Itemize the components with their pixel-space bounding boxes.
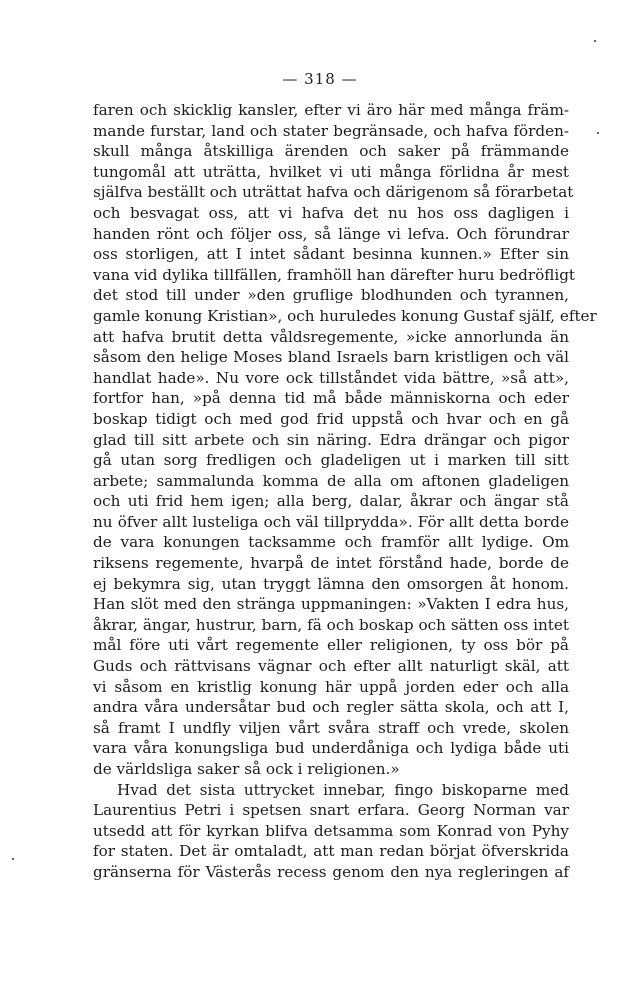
text-line: mande furstar, land och stater begränsade, och hafva förden- [93, 121, 569, 140]
text-line: själfva beställt och uträttat hafva och därigenom så förarbetat [93, 183, 574, 202]
text-line: att hafva brutit detta våldsregemente, »icke annorlunda än [93, 327, 569, 346]
text-line: såsom den helige Moses bland Israels barn kristligen och väl [93, 348, 569, 367]
text-line: ej bekymra sig, utan tryggt lämna den omsorgen åt honom. [93, 574, 569, 593]
text-line: de vara konungen tacksamme och framför allt lydige. Om [93, 533, 569, 552]
scan-speck [12, 858, 14, 860]
text-line: faren och skicklig kansler, efter vi äro här med många främ- [93, 101, 569, 119]
text-line: nu öfver allt lusteliga och väl tillprydda». För allt detta borde [93, 512, 569, 531]
paragraph-first-line: Hvad det sista uttrycket innebar, fingo biskoparne med [117, 780, 569, 799]
text-line: tungomål att uträtta, hvilket vi uti många förlidna år mest [93, 162, 569, 181]
text-line: handlat hade». Nu vore ock tillståndet vida bättre, »så att», [93, 368, 569, 387]
text-line: och uti frid hem igen; alla berg, dalar, åkrar och ängar stå [93, 492, 569, 511]
text-line: glad till sitt arbete och sin näring. Edra drängar och pigor [93, 430, 569, 449]
text-line: det stod till under »den gruflige blodhunden och tyrannen, [93, 286, 569, 305]
text-line: gränserna för Västerås recess genom den nya regleringen af [93, 862, 569, 881]
text-line: riksens regemente, hvarpå de intet förstånd hade, borde de [93, 554, 569, 573]
page-number: — 318 — [282, 70, 358, 88]
text-line: arbete; sammalunda komma de alla om aftonen gladeligen [93, 471, 569, 490]
text-line: andra våra undersåtar bud och regler sätta skola, och att I, [93, 698, 569, 717]
text-line: skull många åtskilliga ärenden och saker på främmande [93, 142, 569, 161]
text-line: gå utan sorg fredligen och gladeligen ut i marken till sitt [93, 451, 569, 470]
text-line: boskap tidigt och med god frid uppstå och hvar och en gå [93, 409, 569, 428]
text-line: de världsliga saker så ock i religionen.» [93, 760, 400, 778]
text-line: åkrar, ängar, hustrur, barn, fä och boskap och sätten oss intet [93, 615, 569, 634]
text-line: mål före uti vårt regemente eller religionen, ty oss bör på [93, 636, 569, 655]
text-line: vara våra konungsliga bud underdåniga och lydiga både uti [93, 739, 569, 758]
body-text [93, 100, 597, 883]
scan-speck [597, 132, 599, 134]
text-line: och besvagat oss, att vi hafva det nu hos oss dagligen i [93, 203, 569, 222]
text-line: handen rönt och följer oss, så länge vi lefva. Och förundrar [93, 224, 569, 243]
scan-speck [594, 40, 596, 42]
text-line: Guds och rättvisans vägnar och efter allt naturligt skäl, att [93, 657, 569, 676]
text-line: Han slöt med den stränga uppmaningen: »Vakten I edra hus, [93, 595, 569, 614]
text-line: så framt I undfly viljen vårt svåra straff och vrede, skolen [93, 718, 569, 737]
text-line: fortfor han, »på denna tid må både människorna och eder [93, 389, 569, 408]
text-line: for staten. Det är omtaladt, att man redan börjat öfverskrida [93, 842, 569, 861]
text-line: vi såsom en kristlig konung här uppå jorden eder och alla [93, 677, 569, 696]
text-line: Laurentius Petri i spetsen snart erfara. Georg Norman var [93, 801, 569, 820]
text-line: utsedd att för kyrkan blifva detsamma som Konrad von Pyhy [93, 821, 569, 840]
text-line: gamle konung Kristian», och huruledes konung Gustaf själf, efter [93, 306, 597, 325]
text-line: oss storligen, att I intet sådant besinna kunnen.» Efter sin [93, 245, 569, 264]
text-line: vana vid dylika tillfällen, framhöll han därefter huru bedröfligt [93, 265, 576, 284]
